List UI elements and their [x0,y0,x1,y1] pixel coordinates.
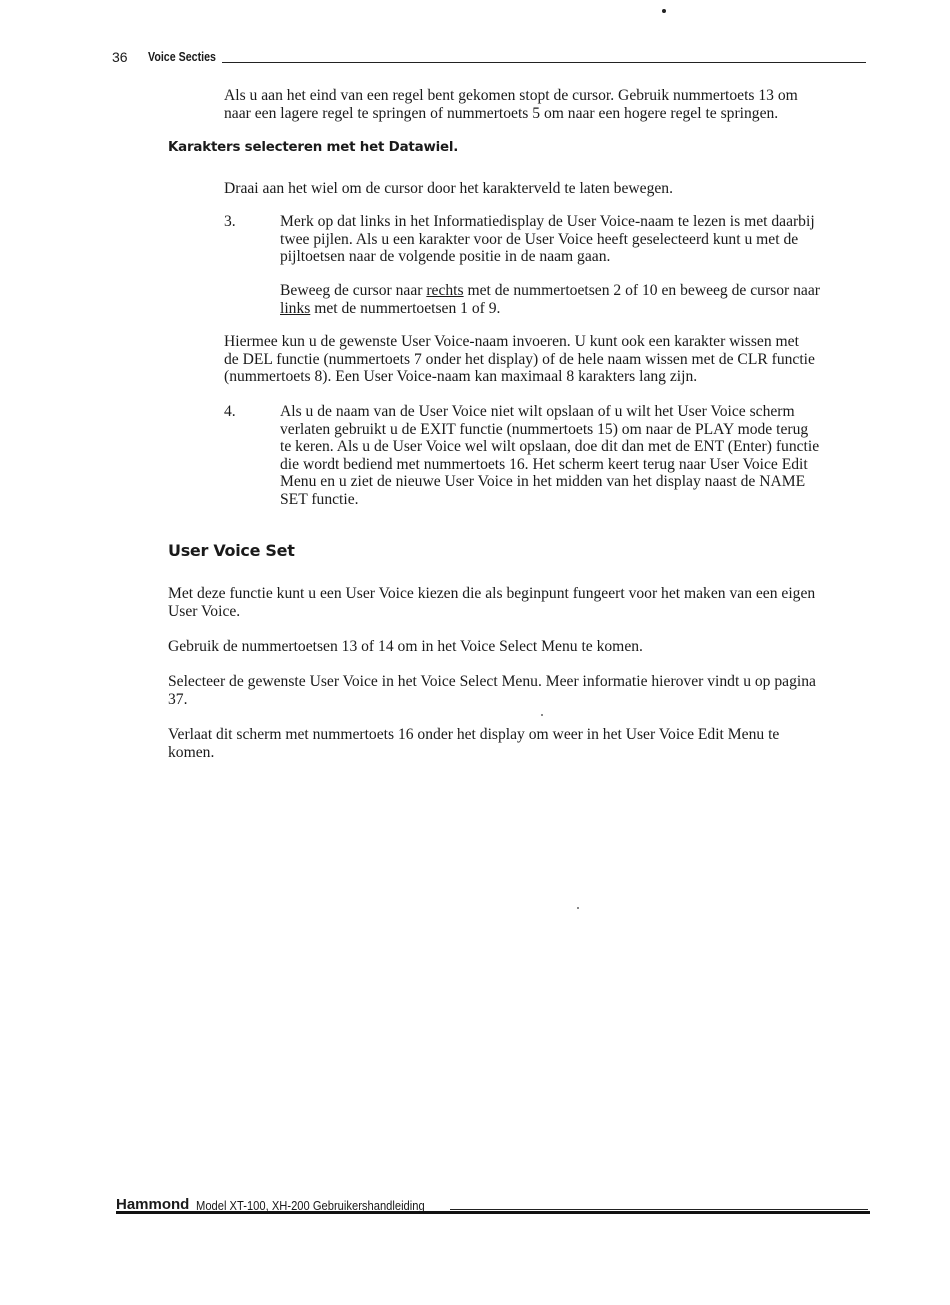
cursor-line [280,300,874,318]
step-4-line: te keren. Als u de User Voice wel wilt opslaan, doe dit dan met de ENT (Enter) functie [280,438,820,456]
set-paragraph-4 [168,726,874,761]
step-4-line: verlaten gebruikt u de EXIT functie (nummertoets 15) om naar de PLAY mode terug [280,420,809,438]
intro-line: naar een lagere regel te springen of nummertoets 5 om naar een hogere regel te springen. [224,104,779,122]
brand-name: Hammond [116,1196,190,1213]
set-line: Met deze functie kunt u een User Voice kiezen die als beginpunt fungeert voor het maken van een eigen [168,585,816,602]
page-footer [116,1196,870,1216]
dial-line: Draai aan het wiel om de cursor door het karakterveld te laten bewegen. [224,180,673,197]
cursor-text: met de nummertoetsen 1 of 9. [310,299,501,317]
page-number: 36 [112,49,128,65]
manual-title: Model XT-100, XH-200 Gebruikershandleiding [196,1198,425,1213]
dial-paragraph [224,180,874,198]
set-line: 37. [168,690,188,708]
set-line: komen. [168,743,215,761]
step-3-number: 3. [224,213,236,230]
page-header [112,49,866,67]
scan-speck [577,907,579,909]
name-line: (nummertoets 8). Een User Voice-naam kan maximaal 8 karakters lang zijn. [224,368,698,386]
scan-speck [541,714,543,716]
section-title: Voice Secties [148,49,216,64]
step-3-line: twee pijlen. Als u een karakter voor de User Voice heeft geselecteerd kunt u met de [280,230,799,248]
set-paragraph-2 [168,638,874,656]
step-3-line: pijltoetsen naar de volgende positie in de naam gaan. [280,248,611,266]
scan-dot [662,9,666,13]
step-4-text [280,403,874,509]
step-4-number: 4. [224,403,236,420]
step-3-subparagraph [280,282,874,317]
header-rule [222,62,866,63]
set-line: Selecteer de gewenste User Voice in het Voice Select Menu. Meer informatie hierover vindt u op pagina [168,673,816,690]
word-left: links [280,299,311,317]
footer-rule-thin [450,1209,868,1210]
set-paragraph-3 [168,673,874,708]
step-4-line: SET functie. [280,490,359,508]
intro-line: Als u aan het eind van een regel bent gekomen stopt de cursor. Gebruik nummertoets 13 om [224,87,798,104]
heading-datawiel: Karakters selecteren met het Datawiel. [168,140,459,155]
cursor-text: Beweeg de cursor naar [280,282,427,299]
step-3-line: Merk op dat links in het Informatiedisplay de User Voice-naam te lezen is met daarbij [280,213,815,230]
step-4-line: die wordt bediend met nummertoets 16. Het scherm keert terug naar User Voice Edit [280,455,808,473]
step-4-line: Menu en u ziet de nieuwe User Voice in het midden van het display naast de NAME [280,473,806,491]
heading-user-voice-set: User Voice Set [168,541,295,560]
cursor-text: met de nummertoetsen 2 of 10 en beweeg de cursor naar [463,282,820,299]
footer-rule-thick [116,1211,870,1214]
set-line: User Voice. [168,602,241,620]
word-right: rechts [426,282,464,299]
set-paragraph-1 [168,585,874,620]
set-line: Verlaat dit scherm met nummertoets 16 onder het display om weer in het User Voice Edit Menu te [168,726,780,743]
name-line: de DEL functie (nummertoets 7 onder het display) of de hele naam wissen met de CLR functie [224,350,815,368]
step-4-line: Als u de naam van de User Voice niet wilt opslaan of u wilt het User Voice scherm [280,403,795,420]
step-3-text [280,213,874,266]
name-paragraph [224,333,874,386]
intro-paragraph [224,87,874,122]
cursor-line [280,282,874,300]
name-line: Hiermee kun u de gewenste User Voice-naam invoeren. U kunt ook een karakter wissen met [224,333,799,350]
set-line: Gebruik de nummertoetsen 13 of 14 om in het Voice Select Menu te komen. [168,638,643,655]
